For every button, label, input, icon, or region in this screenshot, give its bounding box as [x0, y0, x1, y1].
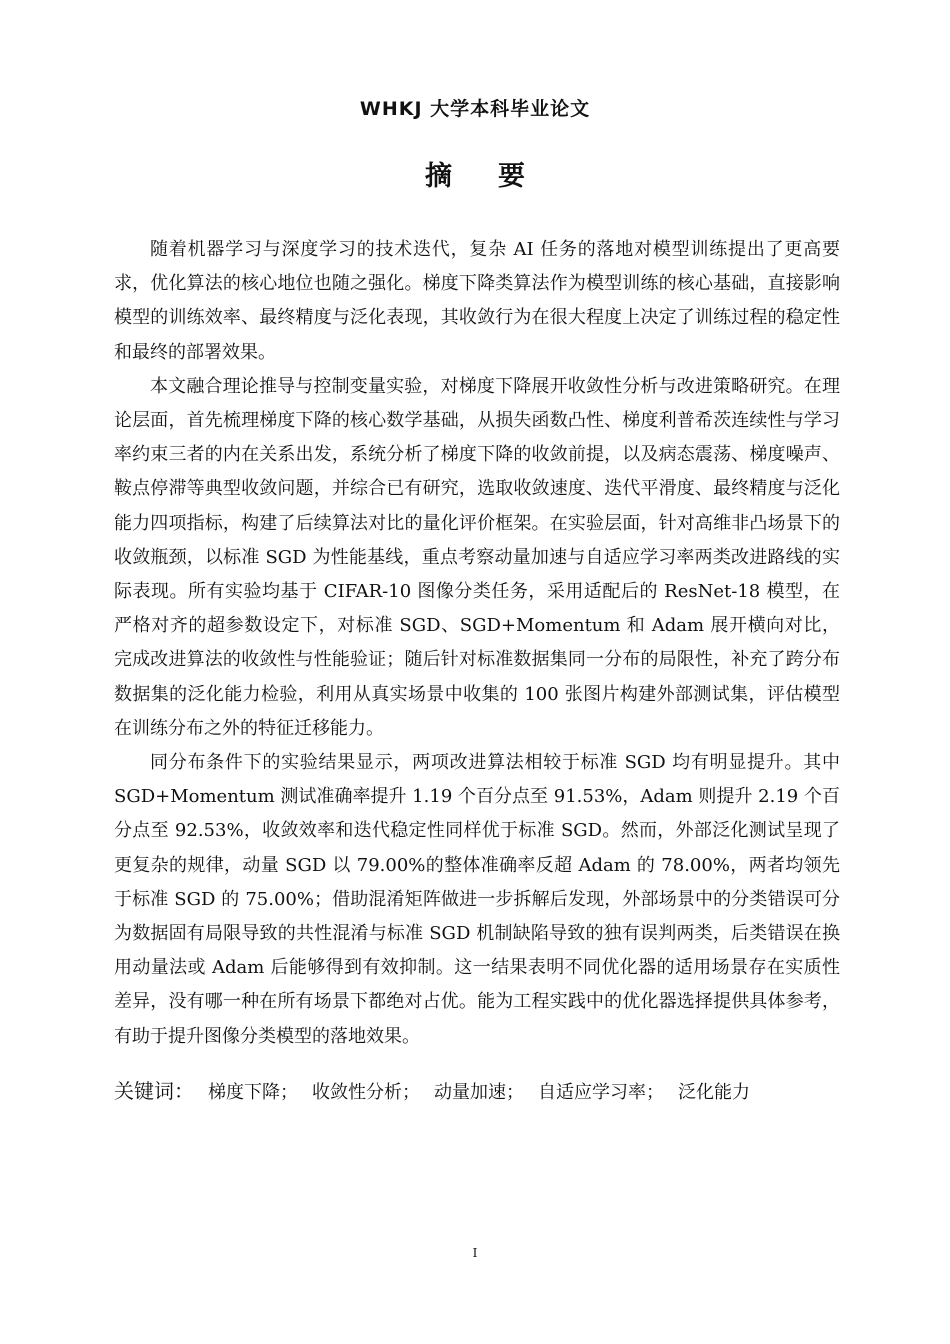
keyword-item: 收敛性分析； [312, 1082, 420, 1103]
abstract-paragraph-1: 随着机器学习与深度学习的技术迭代，复杂 AI 任务的落地对模型训练提出了更高要求，优化算法的核心地位也随之强化。梯度下降类算法作为模型训练的核心基础，直接影响模型的训练效率、最终精度与泛化表现，其收敛行为在很大程度上决定了训练过程的稳定性和最终的部署效果。 [114, 239, 840, 363]
keyword-item: 动量加速； [434, 1082, 524, 1103]
abstract-body [114, 233, 840, 1054]
abstract-paragraph-2: 本文融合理论推导与控制变量实验，对梯度下降展开收敛性分析与改进策略研究。在理论层面，首先梳理梯度下降的核心数学基础，从损失函数凸性、梯度利普希茨连续性与学习率约束三者的内在关系出发，系统分析了梯度下降的收敛前提，以及病态震荡、梯度噪声、鞍点停滞等典型收敛问题，并综合已有研究，选取收敛速度、迭代平滑度、最终精度与泛化能力四项指标，构建了后续算法对比的量化评价框架。在实验层面，针对高维非凸场景下的收敛瓶颈，以标准 SGD 为性能基线，重点考察动量加速与自适应学习率两类改进路线的实际表现。所有实验均基于 CIFAR-10 图像分类任务，采用适配后的 ResNet-18 模型，在严格对齐的超参数设定下，对标准 SGD、SGD+Momentum 和 Adam 展开横向对比，完成改进算法的收敛性与性能验证；随后针对标准数据集同一分布的局限性，补充了跨分布数据集的泛化能力检验，利用从真实场景中收集的 100 张图片构建外部测试集，评估模型在训练分布之外的特征迁移能力。 [114, 375, 840, 739]
keyword-item: 自适应学习率； [538, 1082, 664, 1103]
thesis-header: WHKJ 大学本科毕业论文 [359, 98, 591, 120]
keywords-line [114, 1076, 840, 1108]
page-title: 摘要 [425, 161, 571, 192]
page-number: I [472, 1246, 478, 1260]
abstract-paragraph-3: 同分布条件下的实验结果显示，两项改进算法相较于标准 SGD 均有明显提升。其中 SGD+Momentum 测试准确率提升 1.19 个百分点至 91.53%，Adam 则提升 2.19 个百分点至 92.53%，收敛效率和迭代稳定性同样优于标准 SGD。然而，外部泛化测试呈现了更复杂的规律，动量 SGD 以 79.00%的整体准确率反超 Adam 的 78.00%，两者均领先于标准 SGD 的 75.00%；借助混淆矩阵做进一步拆解后发现，外部场景中的分类错误可分为数据固有局限导致的共性混淆与标准 SGD 机制缺陷导致的独有误判两类，后类错误在换用动量法或 Adam 后能够得到有效抑制。这一结果表明不同优化器的适用场景存在实质性差异，没有哪一种在所有场景下都绝对占优。能为工程实践中的优化器选择提供具体参考，有助于提升图像分类模型的落地效果。 [114, 752, 840, 1047]
keywords-label: 关键词： [114, 1079, 194, 1103]
keyword-item: 泛化能力 [678, 1082, 750, 1103]
keyword-item: 梯度下降； [208, 1082, 298, 1103]
